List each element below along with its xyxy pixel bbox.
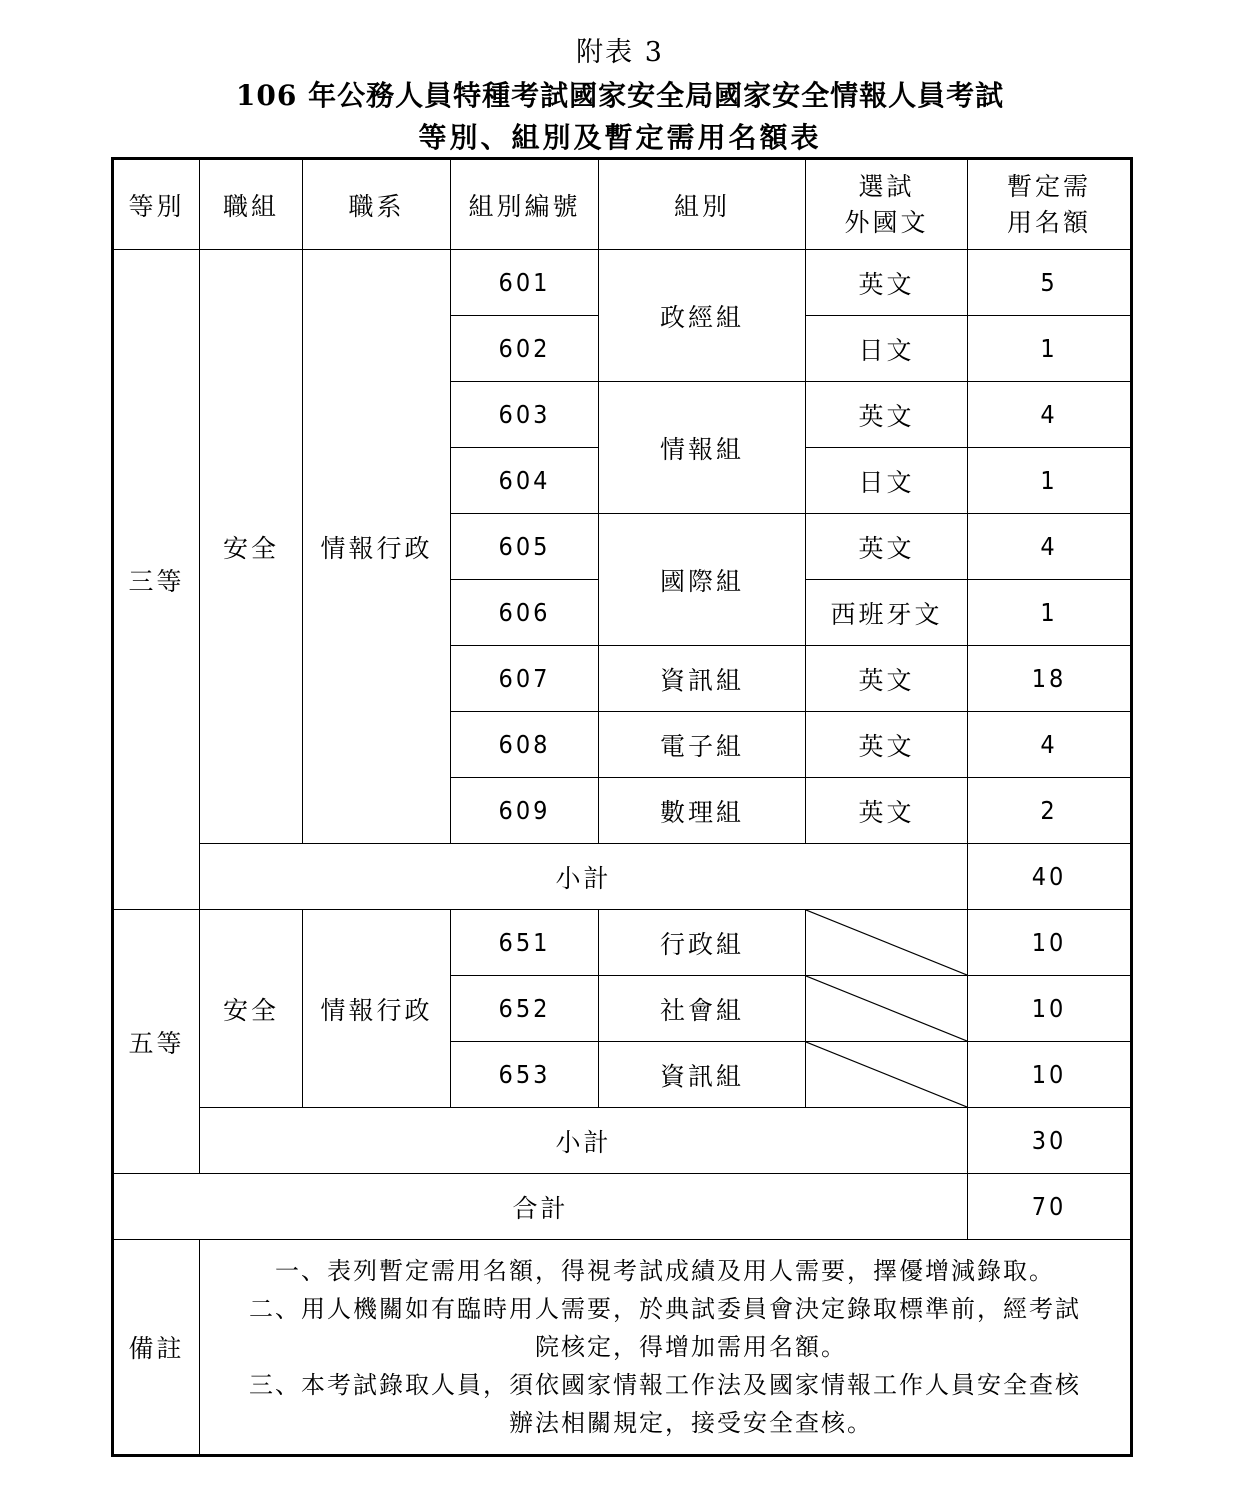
header-row <box>113 159 1132 250</box>
group-code-cell: 602 <box>451 316 599 382</box>
note-item <box>200 1252 1130 1290</box>
group-code-cell: 651 <box>451 910 599 976</box>
header-position: 職組 <box>200 159 303 250</box>
subtotal-label: 小計 <box>200 844 968 910</box>
quota-cell: 2 <box>968 778 1132 844</box>
page-title: 106 年公務人員特種考試國家安全局國家安全情報人員考試 <box>235 79 1005 112</box>
notes-row <box>113 1240 1132 1456</box>
quota-table <box>111 157 1133 1457</box>
group-cell: 社會組 <box>599 976 806 1042</box>
language-not-applicable-cell <box>806 910 968 976</box>
group-cell: 行政組 <box>599 910 806 976</box>
annex-label: 附表 3 <box>576 37 664 68</box>
language-cell: 英文 <box>806 514 968 580</box>
notes-label: 備註 <box>113 1240 200 1456</box>
note-line: 一、表列暫定需用名額，得視考試成績及用人需要，擇優增減錄取。 <box>275 1257 1055 1285</box>
quota-cell: 4 <box>968 514 1132 580</box>
group-cell: 數理組 <box>599 778 806 844</box>
quota-cell: 10 <box>968 1042 1132 1108</box>
quota-cell: 1 <box>968 580 1132 646</box>
language-cell: 英文 <box>806 382 968 448</box>
language-cell: 英文 <box>806 250 968 316</box>
language-cell: 英文 <box>806 712 968 778</box>
diagonal-slash-icon <box>806 1042 967 1107</box>
subtotal-value: 40 <box>968 844 1132 910</box>
table-row <box>113 250 1132 316</box>
diagonal-slash-icon <box>806 976 967 1041</box>
header-group: 組別 <box>599 159 806 250</box>
language-cell: 日文 <box>806 448 968 514</box>
page-subtitle: 等別、組別及暫定需用名額表 <box>418 121 822 154</box>
header-group-code: 組別編號 <box>451 159 599 250</box>
group-code-cell: 609 <box>451 778 599 844</box>
header-foreign-language-line2: 外國文 <box>844 207 929 237</box>
group-code-cell: 606 <box>451 580 599 646</box>
group-cell: 資訊組 <box>599 1042 806 1108</box>
group-code-cell: 605 <box>451 514 599 580</box>
group-code-cell: 652 <box>451 976 599 1042</box>
subtotal-row <box>113 1108 1132 1174</box>
language-cell: 英文 <box>806 778 968 844</box>
position-cell: 安全 <box>200 910 303 1108</box>
table-row <box>113 910 1132 976</box>
header-foreign-language-line1: 選試 <box>858 171 915 201</box>
note-item <box>200 1290 1130 1366</box>
quota-cell: 4 <box>968 712 1132 778</box>
group-cell: 電子組 <box>599 712 806 778</box>
header-grade: 等別 <box>113 159 200 250</box>
note-line: 二、用人機關如有臨時用人需要，於典試委員會決定錄取標準前，經考試 <box>249 1295 1081 1323</box>
header-quota-line1: 暫定需 <box>1006 171 1091 201</box>
header-quota-line2: 用名額 <box>1006 207 1091 237</box>
language-cell: 英文 <box>806 646 968 712</box>
quota-cell: 1 <box>968 448 1132 514</box>
grade-cell: 五等 <box>113 910 200 1174</box>
quota-cell: 10 <box>968 976 1132 1042</box>
quota-cell: 18 <box>968 646 1132 712</box>
subtotal-value: 30 <box>968 1108 1132 1174</box>
quota-cell: 5 <box>968 250 1132 316</box>
language-cell: 日文 <box>806 316 968 382</box>
note-continuation: 院核定，得增加需用名額。 <box>535 1333 847 1361</box>
group-cell: 情報組 <box>599 382 806 514</box>
total-label: 合計 <box>113 1174 968 1240</box>
group-code-cell: 608 <box>451 712 599 778</box>
group-cell: 政經組 <box>599 250 806 382</box>
language-not-applicable-cell <box>806 976 968 1042</box>
note-item <box>200 1366 1130 1442</box>
group-code-cell: 601 <box>451 250 599 316</box>
grade-cell: 三等 <box>113 250 200 910</box>
language-cell: 西班牙文 <box>806 580 968 646</box>
quota-cell: 1 <box>968 316 1132 382</box>
group-code-cell: 603 <box>451 382 599 448</box>
note-continuation: 辦法相關規定，接受安全查核。 <box>509 1409 873 1437</box>
note-line: 三、本考試錄取人員，須依國家情報工作法及國家情報工作人員安全查核 <box>249 1371 1081 1399</box>
series-cell: 情報行政 <box>303 250 451 844</box>
quota-cell: 4 <box>968 382 1132 448</box>
header-foreign-language <box>806 159 968 250</box>
total-value: 70 <box>968 1174 1132 1240</box>
language-not-applicable-cell <box>806 1042 968 1108</box>
quota-cell: 10 <box>968 910 1132 976</box>
group-code-cell: 604 <box>451 448 599 514</box>
header-series: 職系 <box>303 159 451 250</box>
group-code-cell: 607 <box>451 646 599 712</box>
group-cell: 資訊組 <box>599 646 806 712</box>
total-row <box>113 1174 1132 1240</box>
group-cell: 國際組 <box>599 514 806 646</box>
header-quota <box>968 159 1132 250</box>
series-cell: 情報行政 <box>303 910 451 1108</box>
diagonal-slash-icon <box>806 910 967 975</box>
position-cell: 安全 <box>200 250 303 844</box>
subtotal-row <box>113 844 1132 910</box>
subtotal-label: 小計 <box>200 1108 968 1174</box>
notes-content <box>200 1240 1132 1456</box>
group-code-cell: 653 <box>451 1042 599 1108</box>
